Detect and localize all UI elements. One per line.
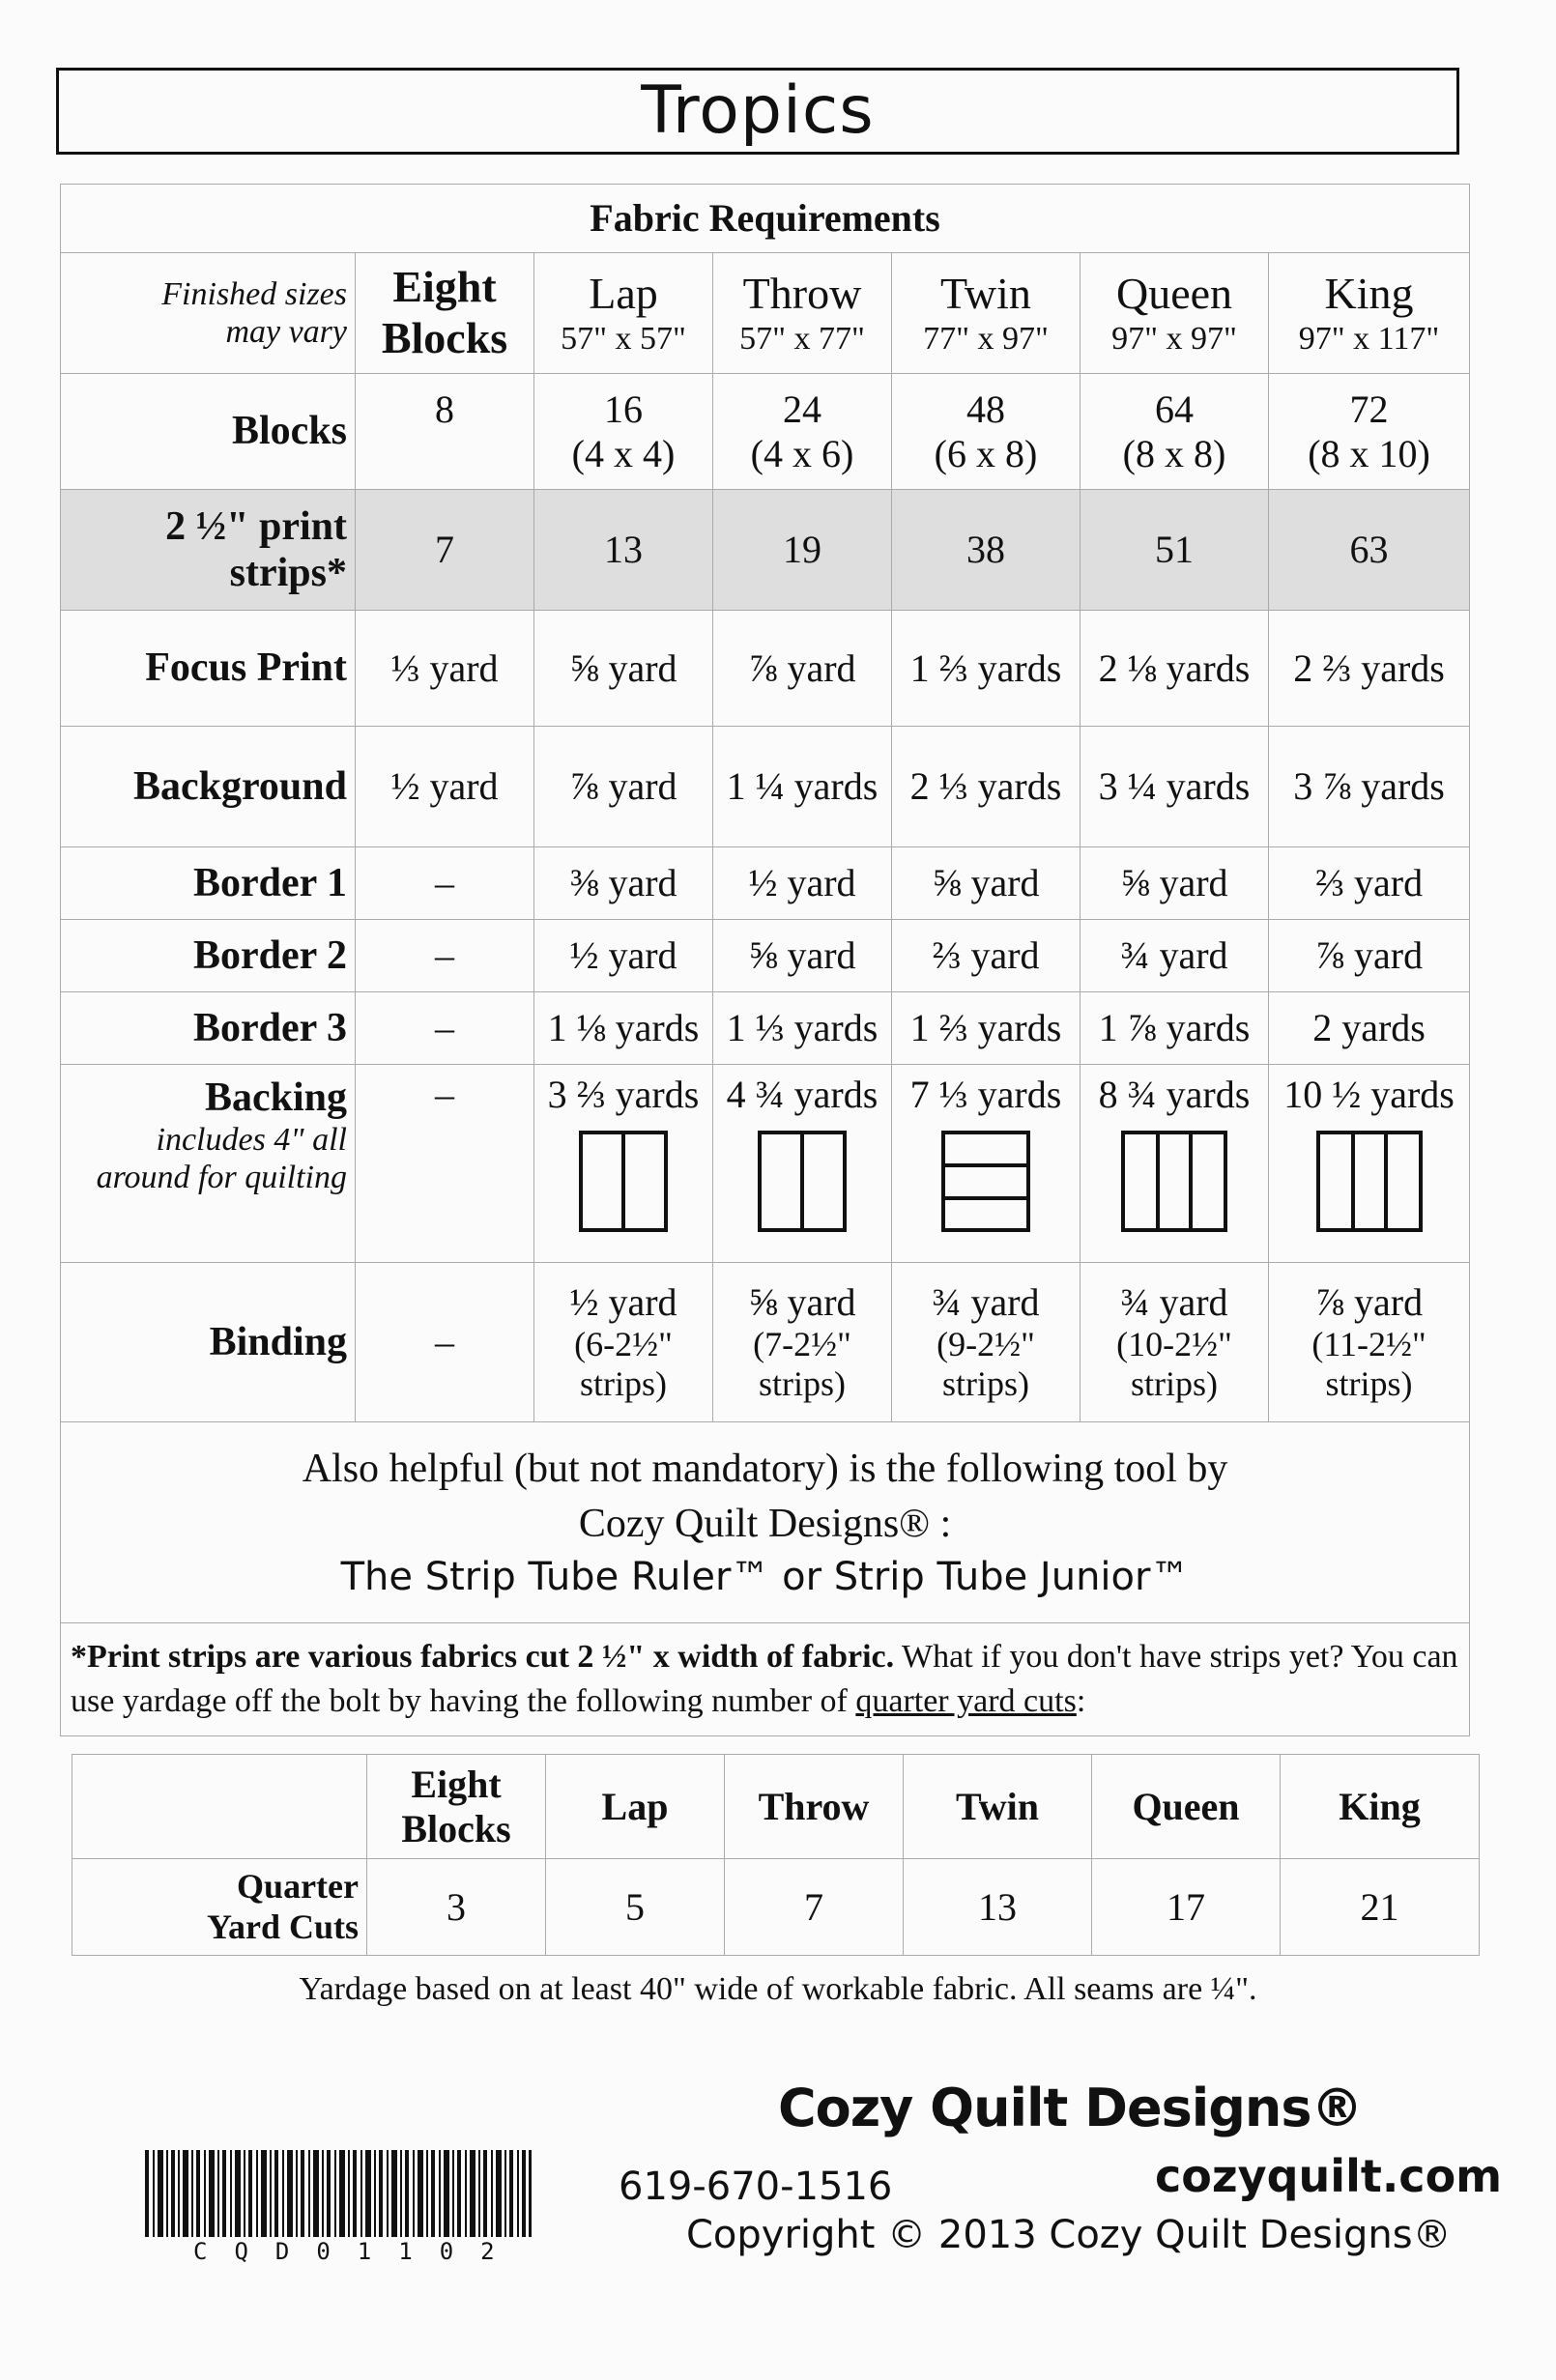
- binding-row: [61, 1263, 1470, 1422]
- table-cell: 51: [1081, 490, 1269, 611]
- table-cell: 24 (4 x 6): [713, 374, 892, 490]
- strips-row: [61, 490, 1470, 611]
- background-row: [61, 727, 1470, 847]
- table-cell: –: [356, 1065, 534, 1263]
- barcode-number: CQD01102: [193, 2238, 522, 2265]
- backing-row: [61, 1065, 1470, 1263]
- row-label: Focus Print: [61, 611, 356, 727]
- yardage-footnote: Yardage based on at least 40" wide of workable fabric. All seams are ¼".: [299, 1971, 1257, 2007]
- border-3-row: [61, 992, 1470, 1065]
- row-label: Border 3: [61, 992, 356, 1065]
- backing-layout-3-horizontal-icon: [941, 1131, 1030, 1232]
- backing-layout-2-vertical-icon: [579, 1131, 668, 1232]
- table-cell: 4 ¾ yards: [713, 1065, 892, 1263]
- row-label-quarter: Quarter Yard Cuts: [72, 1859, 367, 1956]
- table-cell: 1 ⅔ yards: [892, 611, 1081, 727]
- size-eight-blocks: Eight Blocks: [356, 253, 534, 374]
- table-cell: ⅝ yard: [713, 920, 892, 992]
- table-cell: ⅔ yard: [1269, 847, 1470, 920]
- table-cell: 1 ⅓ yards: [713, 992, 892, 1065]
- table-cell: –: [356, 920, 534, 992]
- brand-name: Cozy Quilt Designs®: [778, 2078, 1363, 2138]
- column-header: Twin: [904, 1755, 1092, 1859]
- table-cell: 3 ¼ yards: [1081, 727, 1269, 847]
- table-cell: 38: [892, 490, 1081, 611]
- table-cell: 21: [1281, 1859, 1480, 1956]
- row-label: Border 2: [61, 920, 356, 992]
- phone-number: 619-670-1516: [619, 2165, 893, 2209]
- table-cell: ⅜ yard: [534, 847, 713, 920]
- copyright: Copyright © 2013 Cozy Quilt Designs®: [686, 2213, 1452, 2257]
- finished-note: Finished sizes may vary: [61, 253, 356, 374]
- table-cell: ½ yard: [534, 920, 713, 992]
- table-cell: 3 ⅞ yards: [1269, 727, 1470, 847]
- table-cell: 1 ⅔ yards: [892, 992, 1081, 1065]
- backing-layout-3-vertical-icon: [1121, 1131, 1227, 1232]
- table-cell: 63: [1269, 490, 1470, 611]
- fabric-requirements-table: [60, 184, 1470, 1736]
- table-cell: ⅞ yard: [1269, 920, 1470, 992]
- size-lap: Lap 57" x 57": [534, 253, 713, 374]
- blocks-row: [61, 374, 1470, 490]
- row-label: Border 1: [61, 847, 356, 920]
- website: cozyquilt.com: [1155, 2150, 1503, 2202]
- table-cell: ⅝ yard: [534, 611, 713, 727]
- table-cell: 8 ¾ yards: [1081, 1065, 1269, 1263]
- table-cell: 3 ⅔ yards: [534, 1065, 713, 1263]
- table-cell: 3: [367, 1859, 546, 1956]
- table-cell: ¾ yard (10-2½" strips): [1081, 1263, 1269, 1422]
- table-cell: 7 ⅓ yards: [892, 1065, 1081, 1263]
- table-cell: 16 (4 x 4): [534, 374, 713, 490]
- table-cell: ⅝ yard (7-2½" strips): [713, 1263, 892, 1422]
- backing-layout-2-vertical-icon: [758, 1131, 847, 1232]
- table-cell: –: [356, 847, 534, 920]
- blank-cell: [72, 1755, 367, 1859]
- row-label-strips: 2 ½" print strips*: [61, 490, 356, 611]
- column-header: King: [1281, 1755, 1480, 1859]
- table-cell: ⅓ yard: [356, 611, 534, 727]
- row-label-binding: Binding: [61, 1263, 356, 1422]
- table-cell: ⅔ yard: [892, 920, 1081, 992]
- size-queen: Queen 97" x 97": [1081, 253, 1269, 374]
- column-header: Throw: [725, 1755, 904, 1859]
- title-box: [56, 68, 1459, 155]
- border-2-row: [61, 920, 1470, 992]
- table-cell: 7: [356, 490, 534, 611]
- table-cell: 7: [725, 1859, 904, 1956]
- size-throw: Throw 57" x 77": [713, 253, 892, 374]
- table-cell: ½ yard: [356, 727, 534, 847]
- table-cell: 10 ½ yards: [1269, 1065, 1470, 1263]
- quarter-header-row: [72, 1755, 1480, 1859]
- print-strips-note-row: [61, 1623, 1470, 1736]
- table-cell: –: [356, 1263, 534, 1422]
- table-cell: 2 ⅛ yards: [1081, 611, 1269, 727]
- table-cell: ⅞ yard (11-2½" strips): [1269, 1263, 1470, 1422]
- table-cell: ⅞ yard: [713, 611, 892, 727]
- row-label-backing: Backing includes 4" all around for quilting: [61, 1065, 356, 1263]
- focus-print-row: [61, 611, 1470, 727]
- helpful-note: Also helpful (but not mandatory) is the following tool by Cozy Quilt Designs® : The Strip Tube Ruler™ or Strip Tube Junior™: [61, 1422, 1470, 1623]
- table-cell: ⅝ yard: [892, 847, 1081, 920]
- row-label: Background: [61, 727, 356, 847]
- table-cell: 2 ⅓ yards: [892, 727, 1081, 847]
- table-cell: 1 ⅛ yards: [534, 992, 713, 1065]
- size-king: King 97" x 117": [1269, 253, 1470, 374]
- table-cell: 1 ⅞ yards: [1081, 992, 1269, 1065]
- table-cell: 13: [904, 1859, 1092, 1956]
- page-title: Tropics: [641, 72, 875, 149]
- table-cell: 72 (8 x 10): [1269, 374, 1470, 490]
- size-twin: Twin 77" x 97": [892, 253, 1081, 374]
- print-strips-note: *Print strips are various fabrics cut 2 ½" x width of fabric. What if you don't have strips yet? You can use yardage off the bolt by having the following number of quarter yard cuts:: [61, 1623, 1470, 1736]
- fabric-heading: Fabric Requirements: [61, 185, 1470, 253]
- barcode-icon: [145, 2150, 532, 2237]
- table-cell: 2 yards: [1269, 992, 1470, 1065]
- table-cell: 8: [356, 374, 534, 490]
- table-cell: ¾ yard (9-2½" strips): [892, 1263, 1081, 1422]
- backing-layout-3-vertical-icon: [1316, 1131, 1423, 1232]
- table-cell: 48 (6 x 8): [892, 374, 1081, 490]
- table-cell: 13: [534, 490, 713, 611]
- table-cell: 17: [1092, 1859, 1281, 1956]
- helpful-row: [61, 1422, 1470, 1623]
- table-cell: 2 ⅔ yards: [1269, 611, 1470, 727]
- table-cell: 19: [713, 490, 892, 611]
- column-header: Queen: [1092, 1755, 1281, 1859]
- table-cell: 5: [546, 1859, 725, 1956]
- quarter-yard-cuts-table: [72, 1754, 1480, 1956]
- table-cell: ¾ yard: [1081, 920, 1269, 992]
- quarter-values-row: [72, 1859, 1480, 1956]
- column-header: Eight Blocks: [367, 1755, 546, 1859]
- column-header: Lap: [546, 1755, 725, 1859]
- table-cell: ½ yard (6-2½" strips): [534, 1263, 713, 1422]
- table-cell: ⅝ yard: [1081, 847, 1269, 920]
- border-1-row: [61, 847, 1470, 920]
- size-header-row: [61, 253, 1470, 374]
- table-cell: ½ yard: [713, 847, 892, 920]
- table-cell: –: [356, 992, 534, 1065]
- strip-tube-ruler-note: The Strip Tube Ruler™ or Strip Tube Junior™: [340, 1555, 1190, 1600]
- table-cell: 1 ¼ yards: [713, 727, 892, 847]
- row-label-blocks: Blocks: [61, 374, 356, 490]
- table-cell: ⅞ yard: [534, 727, 713, 847]
- table-cell: 64 (8 x 8): [1081, 374, 1269, 490]
